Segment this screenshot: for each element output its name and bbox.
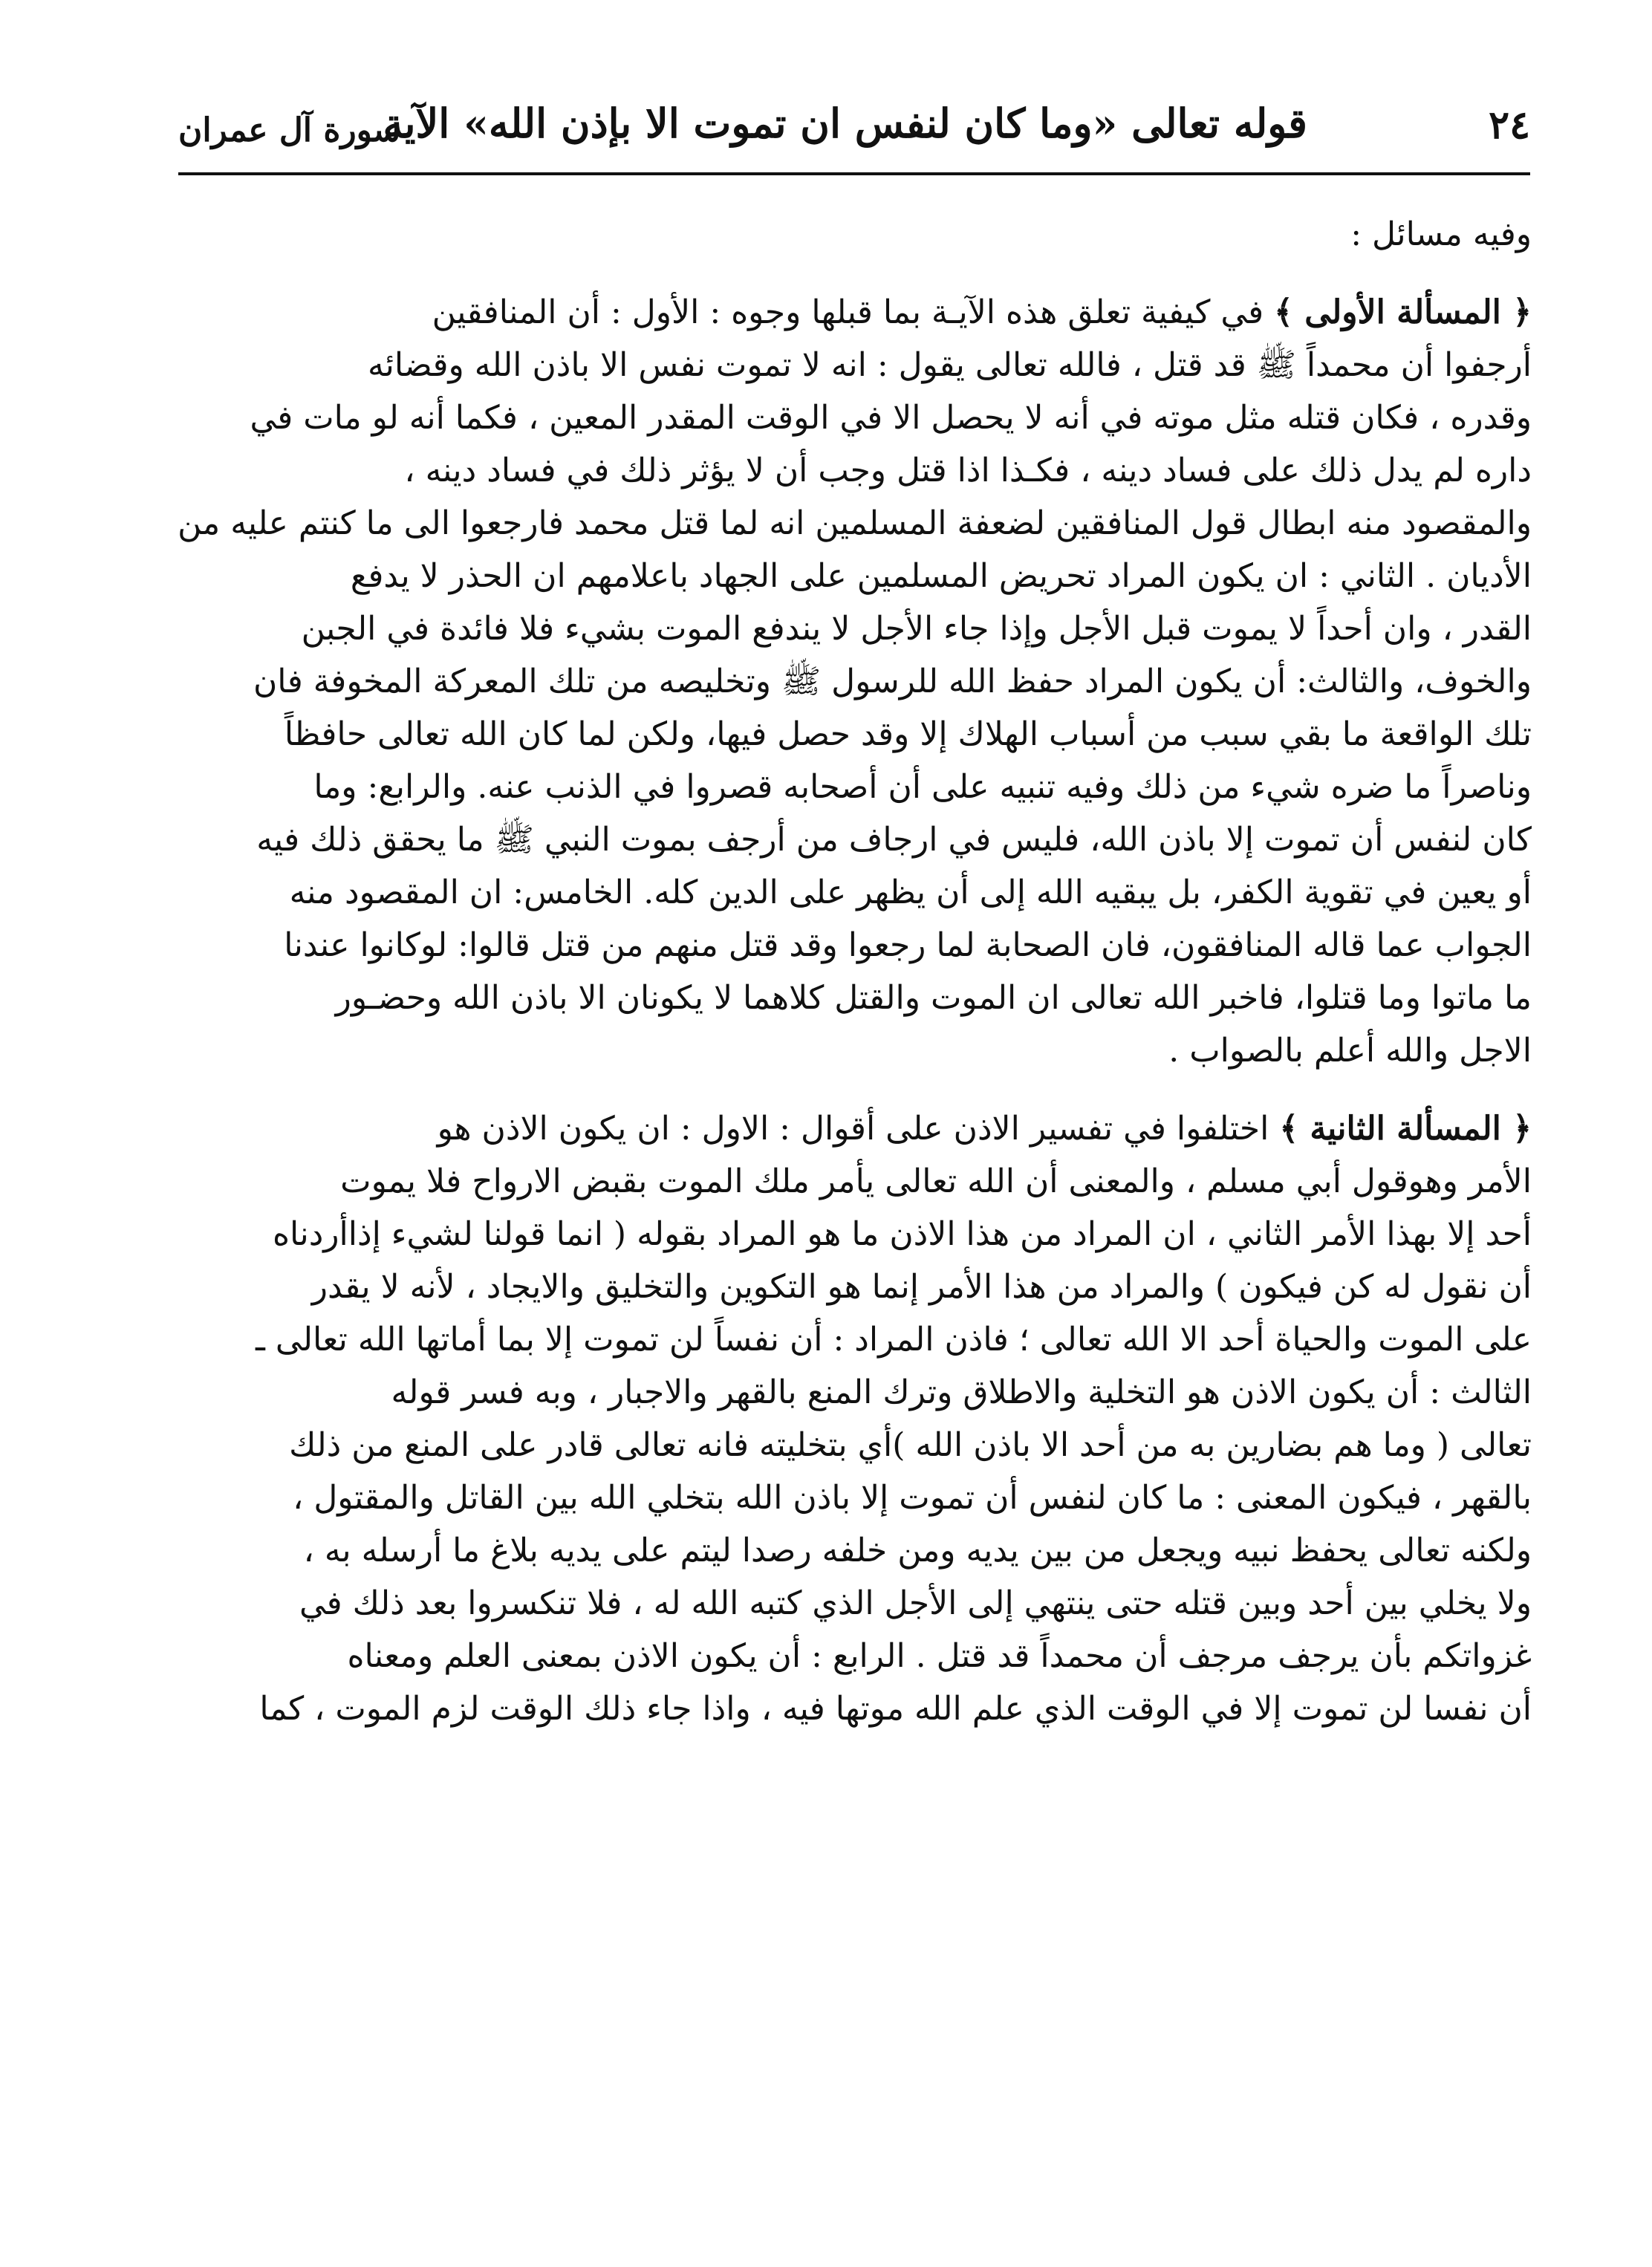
text-line xyxy=(172,286,1532,339)
text-line: وقدره ، فكان قتله مثل موته في أنه لا يحصل الا في الوقت المقدر المعين ، فكما أنه لو مات في xyxy=(250,399,1532,437)
text-line: القدر ، وان أحداً لا يموت قبل الأجل وإذا جاء الأجل لا يندفع الموت بشيء فلا فائدة في الجبن xyxy=(301,610,1532,648)
text-line: الاجل والله أعلم بالصواب . xyxy=(1168,1032,1532,1070)
running-title: قوله تعالى «وما كان لنفس ان تموت الا بإذن الله» الآية xyxy=(383,100,1307,147)
text-line: غزواتكم بأن يرجف مرجف أن محمداً قد قتل . الرابع : أن يكون الاذن بمعنى العلم ومعناه xyxy=(347,1637,1532,1675)
text-line: الثالث : أن يكون الاذن هو التخلية والاطلاق وترك المنع بالقهر والاجبار ، وبه فسر قوله xyxy=(391,1373,1532,1411)
text-line: أرجفوا أن محمداً ﷺ قد قتل ، فالله تعالى يقول : انه لا تموت نفس الا باذن الله وقضائه xyxy=(368,346,1532,384)
text-line: داره لم يدل ذلك على فساد دينه ، فكـذا اذا قتل وجب أن لا يؤثر ذلك في فساد دينه ، xyxy=(404,452,1532,489)
text-line: أن نقول له كن فيكون ) والمراد من هذا الأمر إنما هو التكوين والتخليق والايجاد ، لأنه لا يقدر xyxy=(311,1268,1532,1306)
page-body xyxy=(172,208,1532,1735)
section-heading: ﴿ المسألة الثانية ﴾ xyxy=(1279,1110,1532,1148)
section-second-issue xyxy=(172,1102,1532,1735)
text-line: على الموت والحياة أحد الا الله تعالى ؛ فاذن المراد : أن نفساً لن تموت إلا بما أماتها الله تعالى ـ xyxy=(256,1321,1532,1359)
text-line: وناصراً ما ضره شيء من ذلك وفيه تنبيه على أن أصحابه قصروا في الذنب عنه. والرابع: وما xyxy=(313,768,1532,806)
text-line: بالقهر ، فيكون المعنى : ما كان لنفس أن تموت إلا باذن الله بتخلي الله بين القاتل والمقتول ، xyxy=(293,1479,1532,1517)
header-rule xyxy=(178,172,1530,175)
section-heading: ﴿ المسألة الأولى ﴾ xyxy=(1274,293,1532,331)
text-line: أحد إلا بهذا الأمر الثاني ، ان المراد من هذا الاذن ما هو المراد بقوله ( انما قولنا لشيء إذاأردناه xyxy=(272,1215,1532,1253)
text-line: أن نفسا لن تموت إلا في الوقت الذي علم الله موتها فيه ، واذا جاء ذلك الوقت لزم الموت ، كما xyxy=(259,1690,1532,1728)
text-line: ولكنه تعالى يحفظ نبيه ويجعل من بين يديه ومن خلفه رصدا ليتم على يديه بلاغ ما أرسله به ، xyxy=(303,1532,1532,1570)
text-line: والخوف، والثالث: أن يكون المراد حفظ الله للرسول ﷺ وتخليصه من تلك المعركة المخوفة فان xyxy=(253,663,1532,700)
text-line: تلك الواقعة ما بقي سبب من أسباب الهلاك إلا وقد حصل فيها، ولكن لما كان الله تعالى حافظاً xyxy=(284,715,1532,753)
text-line: كان لنفس أن تموت إلا باذن الله، فليس في ارجاف من أرجف بموت النبي ﷺ ما يحقق ذلك فيه xyxy=(256,821,1532,859)
text-line: الأديان . الثاني : ان يكون المراد تحريض المسلمين على الجهاد باعلامهم ان الحذر لا يدفع xyxy=(350,557,1532,595)
intro-line: وفيه مسائل : xyxy=(1350,215,1532,253)
surah-name: سورة آل عمران xyxy=(178,111,401,149)
page-number: ٢٤ xyxy=(1489,103,1530,148)
spacer xyxy=(172,261,1532,286)
spacer xyxy=(172,1077,1532,1102)
text-line-content: اختلفوا في تفسير الاذن على أقوال : الاول : ان يكون الاذن هو xyxy=(437,1110,1269,1148)
text-line: أو يعين في تقوية الكفر، بل يبقيه الله إلى أن يظهر على الدين كله. الخامس: ان المقصود منه xyxy=(289,874,1532,911)
text-line: والمقصود منه ابطال قول المنافقين لضعفة المسلمين انه لما قتل محمد فارجعوا الى ما كنتم عليه من xyxy=(178,504,1532,542)
text-line: تعالى ( وما هم بضارين به من أحد الا باذن الله )أي بتخليته فانه تعالى قادر على المنع من ذلك xyxy=(289,1426,1532,1464)
text-line: ما ماتوا وما قتلوا، فاخبر الله تعالى ان الموت والقتل كلاهما لا يكونان الا باذن الله وحضـور xyxy=(335,979,1532,1017)
text-line xyxy=(172,1102,1532,1155)
section-first-issue xyxy=(172,286,1532,1077)
page-header xyxy=(178,89,1530,163)
text-line-content: في كيفية تعلق هذه الآيـة بما قبلها وجوه : الأول : أن المنافقين xyxy=(432,293,1264,331)
text-line: الجواب عما قاله المنافقون، فان الصحابة لما رجعوا وقد قتل منهم من قتل قالوا: لوكانوا عندنا xyxy=(284,926,1532,964)
text-line: الأمر وهوقول أبي مسلم ، والمعنى أن الله تعالى يأمر ملك الموت بقبض الارواح فلا يموت xyxy=(340,1162,1532,1200)
text-line: ولا يخلي بين أحد وبين قتله حتى ينتهي إلى الأجل الذي كتبه الله له ، فلا تنكسروا بعد ذلك في xyxy=(299,1584,1532,1622)
